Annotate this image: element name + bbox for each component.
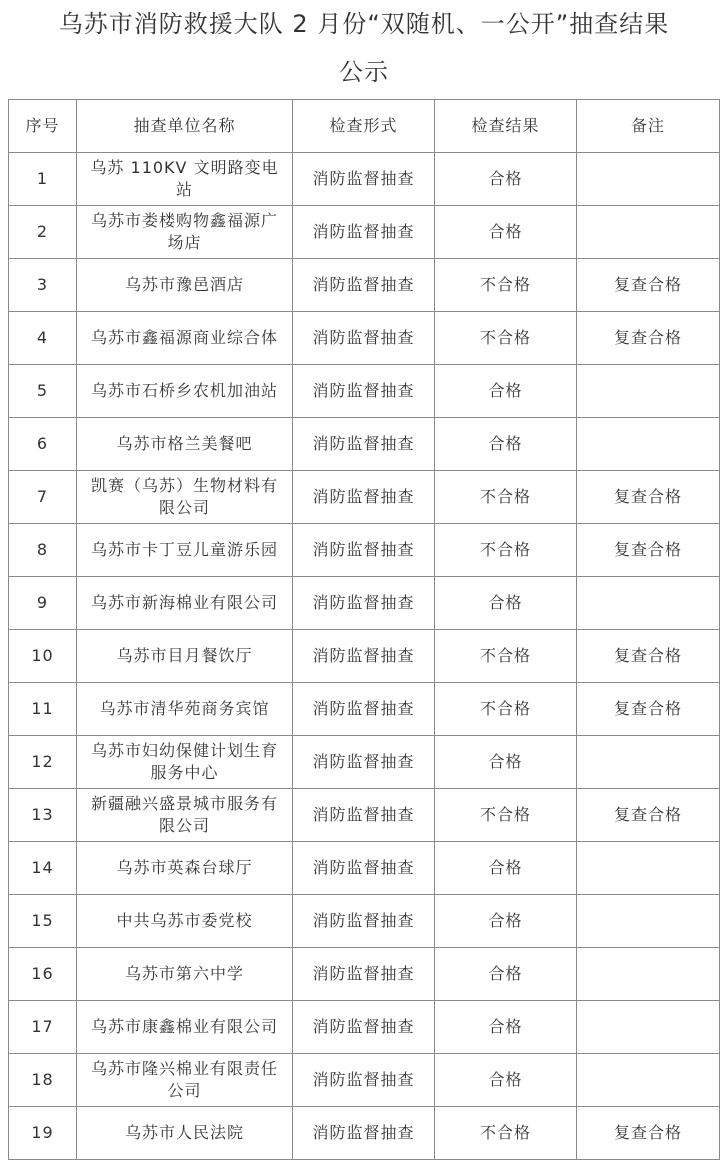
- cell-inspection-result: 不合格: [435, 259, 577, 312]
- cell-note: 复查合格: [577, 789, 720, 842]
- cell-unit-name: 乌苏市康鑫棉业有限公司: [77, 1001, 293, 1054]
- cell-inspection-result: 合格: [435, 206, 577, 259]
- cell-inspection-result: 合格: [435, 948, 577, 1001]
- cell-inspection-form: 消防监督抽查: [293, 895, 435, 948]
- cell-inspection-form: 消防监督抽查: [293, 153, 435, 206]
- cell-no: 18: [9, 1054, 77, 1107]
- cell-inspection-form: 消防监督抽查: [293, 736, 435, 789]
- cell-no: 6: [9, 418, 77, 471]
- cell-unit-name: 乌苏市隆兴棉业有限责任公司: [77, 1054, 293, 1107]
- cell-no: 9: [9, 577, 77, 630]
- inspection-results-table: [8, 99, 720, 1160]
- cell-inspection-form: 消防监督抽查: [293, 1001, 435, 1054]
- table-row: [9, 1107, 720, 1160]
- cell-inspection-form: 消防监督抽查: [293, 524, 435, 577]
- table-row: [9, 312, 720, 365]
- cell-unit-name: 乌苏市新海棉业有限公司: [77, 577, 293, 630]
- cell-inspection-form: 消防监督抽查: [293, 577, 435, 630]
- table-row: [9, 630, 720, 683]
- cell-inspection-form: 消防监督抽查: [293, 471, 435, 524]
- cell-inspection-form: 消防监督抽查: [293, 683, 435, 736]
- cell-inspection-form: 消防监督抽查: [293, 418, 435, 471]
- cell-inspection-result: 合格: [435, 365, 577, 418]
- header-name: 抽查单位名称: [77, 100, 293, 153]
- cell-no: 5: [9, 365, 77, 418]
- cell-no: 12: [9, 736, 77, 789]
- cell-note: 复查合格: [577, 630, 720, 683]
- cell-no: 19: [9, 1107, 77, 1160]
- cell-no: 4: [9, 312, 77, 365]
- cell-no: 1: [9, 153, 77, 206]
- cell-inspection-result: 不合格: [435, 471, 577, 524]
- cell-note: [577, 736, 720, 789]
- cell-unit-name: 乌苏市第六中学: [77, 948, 293, 1001]
- cell-inspection-result: 不合格: [435, 789, 577, 842]
- cell-no: 2: [9, 206, 77, 259]
- cell-inspection-result: 合格: [435, 736, 577, 789]
- cell-inspection-form: 消防监督抽查: [293, 206, 435, 259]
- cell-no: 10: [9, 630, 77, 683]
- cell-no: 8: [9, 524, 77, 577]
- table-row: [9, 471, 720, 524]
- cell-unit-name: 凯赛（乌苏）生物材料有限公司: [77, 471, 293, 524]
- header-result: 检查结果: [435, 100, 577, 153]
- table-row: [9, 895, 720, 948]
- table-row: [9, 524, 720, 577]
- cell-no: 3: [9, 259, 77, 312]
- cell-note: 复查合格: [577, 1107, 720, 1160]
- table-row: [9, 1054, 720, 1107]
- cell-unit-name: 乌苏市豫邑酒店: [77, 259, 293, 312]
- header-no: 序号: [9, 100, 77, 153]
- cell-unit-name: 乌苏市娄楼购物鑫福源广场店: [77, 206, 293, 259]
- cell-note: [577, 895, 720, 948]
- table-row: [9, 683, 720, 736]
- cell-note: [577, 153, 720, 206]
- cell-no: 17: [9, 1001, 77, 1054]
- cell-unit-name: 乌苏市格兰美餐吧: [77, 418, 293, 471]
- cell-note: 复查合格: [577, 259, 720, 312]
- cell-note: 复查合格: [577, 683, 720, 736]
- cell-inspection-form: 消防监督抽查: [293, 948, 435, 1001]
- cell-unit-name: 乌苏市清华苑商务宾馆: [77, 683, 293, 736]
- cell-unit-name: 乌苏市石桥乡农机加油站: [77, 365, 293, 418]
- cell-inspection-form: 消防监督抽查: [293, 365, 435, 418]
- header-form: 检查形式: [293, 100, 435, 153]
- cell-unit-name: 新疆融兴盛景城市服务有限公司: [77, 789, 293, 842]
- cell-no: 16: [9, 948, 77, 1001]
- title-line-2: 公示: [339, 58, 389, 86]
- table-row: [9, 259, 720, 312]
- cell-no: 14: [9, 842, 77, 895]
- cell-unit-name: 乌苏市卡丁豆儿童游乐园: [77, 524, 293, 577]
- cell-unit-name: 乌苏市人民法院: [77, 1107, 293, 1160]
- cell-no: 7: [9, 471, 77, 524]
- cell-note: 复查合格: [577, 471, 720, 524]
- cell-unit-name: 中共乌苏市委党校: [77, 895, 293, 948]
- table-row: [9, 577, 720, 630]
- cell-inspection-result: 不合格: [435, 683, 577, 736]
- table-body: [9, 153, 720, 1160]
- cell-inspection-result: 合格: [435, 1001, 577, 1054]
- page-title: [0, 0, 728, 98]
- table-row: [9, 842, 720, 895]
- table-row: [9, 736, 720, 789]
- cell-no: 13: [9, 789, 77, 842]
- cell-unit-name: 乌苏市英森台球厅: [77, 842, 293, 895]
- cell-no: 11: [9, 683, 77, 736]
- cell-unit-name: 乌苏市鑫福源商业综合体: [77, 312, 293, 365]
- cell-note: [577, 1054, 720, 1107]
- cell-inspection-result: 合格: [435, 842, 577, 895]
- cell-inspection-result: 不合格: [435, 630, 577, 683]
- cell-inspection-result: 合格: [435, 577, 577, 630]
- cell-inspection-form: 消防监督抽查: [293, 312, 435, 365]
- cell-note: [577, 948, 720, 1001]
- table-row: [9, 153, 720, 206]
- cell-inspection-form: 消防监督抽查: [293, 1054, 435, 1107]
- table-header-row: [9, 100, 720, 153]
- cell-note: [577, 206, 720, 259]
- cell-inspection-result: 合格: [435, 418, 577, 471]
- cell-note: [577, 418, 720, 471]
- cell-inspection-result: 合格: [435, 153, 577, 206]
- cell-inspection-form: 消防监督抽查: [293, 259, 435, 312]
- cell-note: [577, 577, 720, 630]
- cell-note: [577, 365, 720, 418]
- cell-note: [577, 1001, 720, 1054]
- cell-unit-name: 乌苏市妇幼保健计划生育服务中心: [77, 736, 293, 789]
- cell-unit-name: 乌苏市目月餐饮厅: [77, 630, 293, 683]
- header-note: 备注: [577, 100, 720, 153]
- cell-inspection-form: 消防监督抽查: [293, 842, 435, 895]
- title-line-1: 乌苏市消防救援大队 2 月份“双随机、一公开”抽查结果: [58, 10, 670, 38]
- table-row: [9, 789, 720, 842]
- cell-inspection-form: 消防监督抽查: [293, 789, 435, 842]
- cell-note: 复查合格: [577, 524, 720, 577]
- cell-inspection-result: 不合格: [435, 524, 577, 577]
- cell-note: 复查合格: [577, 312, 720, 365]
- cell-inspection-result: 不合格: [435, 1107, 577, 1160]
- cell-inspection-result: 合格: [435, 1054, 577, 1107]
- cell-inspection-result: 合格: [435, 895, 577, 948]
- cell-inspection-form: 消防监督抽查: [293, 1107, 435, 1160]
- table-row: [9, 206, 720, 259]
- cell-inspection-result: 不合格: [435, 312, 577, 365]
- cell-inspection-form: 消防监督抽查: [293, 630, 435, 683]
- cell-note: [577, 842, 720, 895]
- cell-no: 15: [9, 895, 77, 948]
- table-row: [9, 1001, 720, 1054]
- table-row: [9, 365, 720, 418]
- table-row: [9, 948, 720, 1001]
- table-row: [9, 418, 720, 471]
- cell-unit-name: 乌苏 110KV 文明路变电站: [77, 153, 293, 206]
